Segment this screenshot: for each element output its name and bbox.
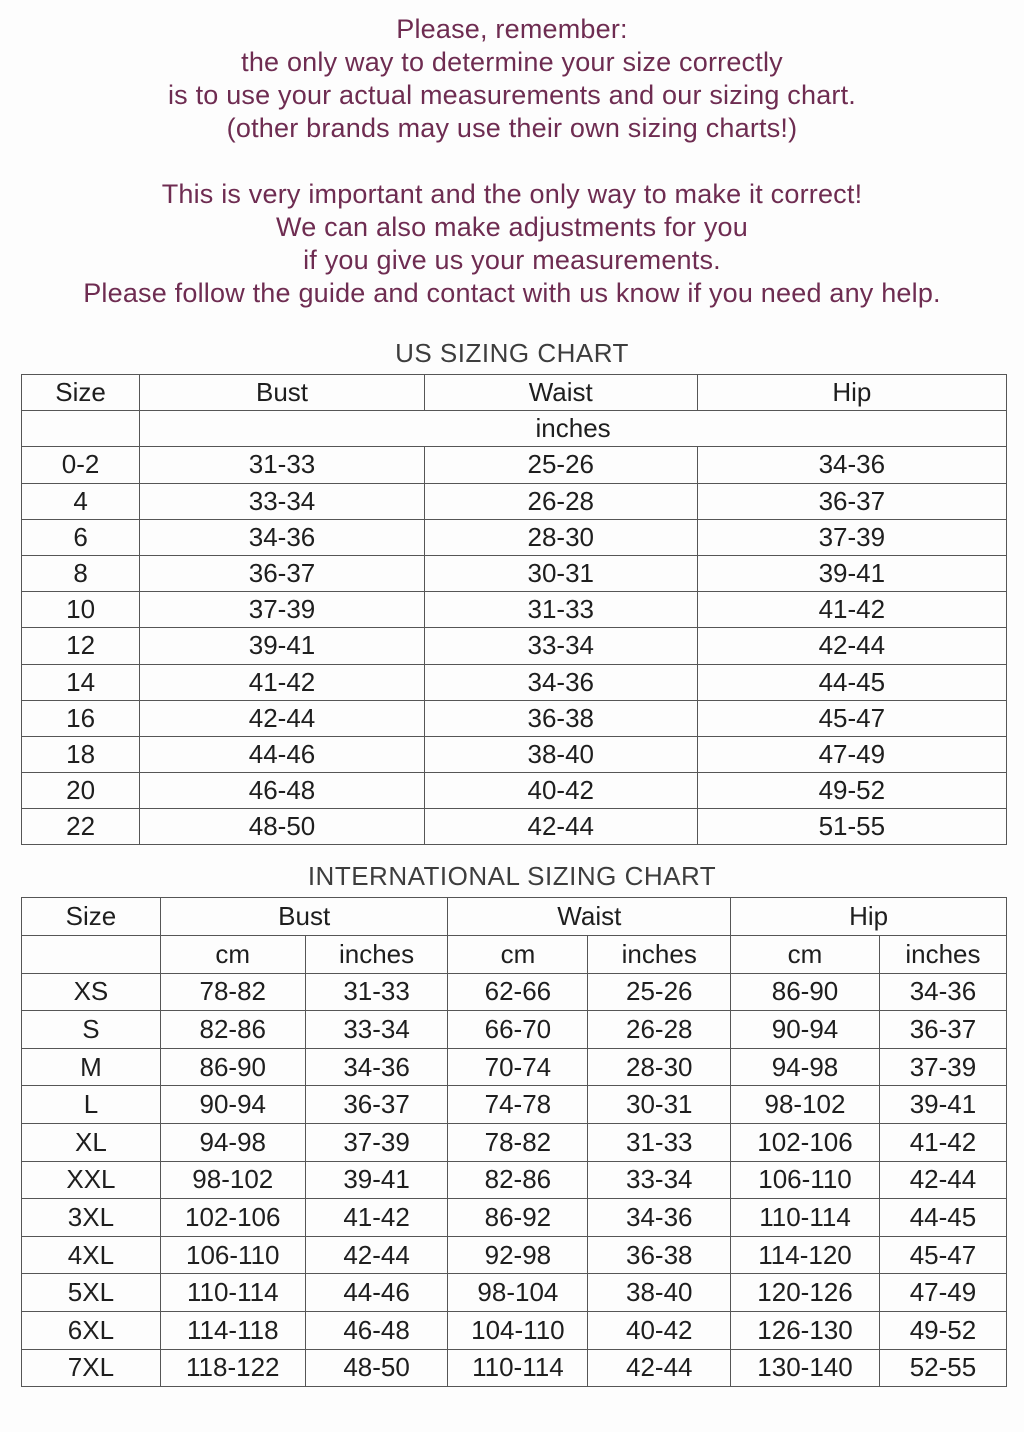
table-row xyxy=(22,1086,1007,1124)
table-row xyxy=(22,700,1007,736)
table-row xyxy=(22,555,1007,591)
measurement-cell: 42-44 xyxy=(879,1161,1006,1199)
table-row xyxy=(22,1048,1007,1086)
size-cell: 22 xyxy=(22,809,140,845)
measurement-cell: 41-42 xyxy=(879,1124,1006,1162)
measurement-cell: 36-38 xyxy=(588,1236,731,1274)
measurement-cell: 98-102 xyxy=(731,1086,880,1124)
size-cell: 0-2 xyxy=(22,447,140,483)
measurement-cell: 39-41 xyxy=(879,1086,1006,1124)
measurement-cell: 36-37 xyxy=(140,555,425,591)
table-row xyxy=(22,519,1007,555)
intro-paragraph-1 xyxy=(0,13,1024,145)
table-row xyxy=(22,664,1007,700)
column-header-size: Size xyxy=(22,375,140,411)
unit-label-cell: cm xyxy=(731,936,880,974)
table-row xyxy=(22,773,1007,809)
measurement-cell: 46-48 xyxy=(305,1311,448,1349)
table-row xyxy=(22,483,1007,519)
measurement-cell: 82-86 xyxy=(448,1161,588,1199)
measurement-cell: 86-90 xyxy=(731,973,880,1011)
measurement-cell: 46-48 xyxy=(140,773,425,809)
measurement-cell: 34-36 xyxy=(305,1048,448,1086)
size-cell: 8 xyxy=(22,555,140,591)
measurement-cell: 36-37 xyxy=(697,483,1006,519)
intro-line: We can also make adjustments for you xyxy=(276,212,748,242)
measurement-cell: 62-66 xyxy=(448,973,588,1011)
measurement-cell: 118-122 xyxy=(160,1349,305,1387)
intl-unit-row xyxy=(22,936,1007,974)
intro-line: This is very important and the only way to make it correct! xyxy=(161,179,863,209)
intro-notice xyxy=(0,13,1024,310)
intl-table-body xyxy=(22,973,1007,1387)
measurement-cell: 74-78 xyxy=(448,1086,588,1124)
measurement-cell: 114-120 xyxy=(731,1236,880,1274)
intro-line: Please, remember: xyxy=(396,14,628,44)
measurement-cell: 86-92 xyxy=(448,1199,588,1237)
unit-label-cell: inches xyxy=(305,936,448,974)
measurement-cell: 30-31 xyxy=(424,555,697,591)
measurement-cell: 44-45 xyxy=(879,1199,1006,1237)
empty-cell xyxy=(22,411,140,447)
size-cell: 3XL xyxy=(22,1199,161,1237)
size-cell: S xyxy=(22,1011,161,1049)
intl-sizing-table xyxy=(21,897,1007,1387)
size-cell: XL xyxy=(22,1124,161,1162)
measurement-cell: 33-34 xyxy=(140,483,425,519)
measurement-cell: 25-26 xyxy=(588,973,731,1011)
measurement-cell: 92-98 xyxy=(448,1236,588,1274)
column-header-bust: Bust xyxy=(160,898,448,936)
table-row xyxy=(22,1236,1007,1274)
unit-label-cell: cm xyxy=(448,936,588,974)
measurement-cell: 48-50 xyxy=(305,1349,448,1387)
column-header-size: Size xyxy=(22,898,161,936)
measurement-cell: 106-110 xyxy=(160,1236,305,1274)
measurement-cell: 45-47 xyxy=(697,700,1006,736)
column-header-hip: Hip xyxy=(697,375,1006,411)
measurement-cell: 36-37 xyxy=(879,1011,1006,1049)
unit-label-cell: cm xyxy=(160,936,305,974)
measurement-cell: 114-118 xyxy=(160,1311,305,1349)
measurement-cell: 39-41 xyxy=(305,1161,448,1199)
empty-cell xyxy=(22,936,161,974)
size-cell: XXL xyxy=(22,1161,161,1199)
us-chart-title: US SIZING CHART xyxy=(395,338,629,368)
size-cell: 5XL xyxy=(22,1274,161,1312)
measurement-cell: 34-36 xyxy=(697,447,1006,483)
measurement-cell: 36-37 xyxy=(305,1086,448,1124)
measurement-cell: 130-140 xyxy=(731,1349,880,1387)
measurement-cell: 26-28 xyxy=(424,483,697,519)
measurement-cell: 42-44 xyxy=(305,1236,448,1274)
column-header-hip: Hip xyxy=(731,898,1007,936)
measurement-cell: 52-55 xyxy=(879,1349,1006,1387)
us-unit-row xyxy=(22,411,1007,447)
measurement-cell: 38-40 xyxy=(424,736,697,772)
table-row xyxy=(22,1161,1007,1199)
measurement-cell: 44-46 xyxy=(140,736,425,772)
measurement-cell: 90-94 xyxy=(731,1011,880,1049)
us-table-body xyxy=(22,447,1007,845)
measurement-cell: 34-36 xyxy=(424,664,697,700)
measurement-cell: 106-110 xyxy=(731,1161,880,1199)
size-cell: M xyxy=(22,1048,161,1086)
measurement-cell: 36-38 xyxy=(424,700,697,736)
intro-line: the only way to determine your size correctly xyxy=(241,47,783,77)
measurement-cell: 34-36 xyxy=(588,1199,731,1237)
size-cell: 4XL xyxy=(22,1236,161,1274)
intl-chart-title: INTERNATIONAL SIZING CHART xyxy=(307,861,717,892)
size-cell: 20 xyxy=(22,773,140,809)
measurement-cell: 94-98 xyxy=(731,1048,880,1086)
table-row xyxy=(22,736,1007,772)
measurement-cell: 38-40 xyxy=(588,1274,731,1312)
measurement-cell: 30-31 xyxy=(588,1086,731,1124)
measurement-cell: 33-34 xyxy=(588,1161,731,1199)
measurement-cell: 42-44 xyxy=(697,628,1006,664)
measurement-cell: 110-114 xyxy=(160,1274,305,1312)
measurement-cell: 102-106 xyxy=(160,1199,305,1237)
measurement-cell: 25-26 xyxy=(424,447,697,483)
intro-line: if you give us your measurements. xyxy=(303,245,721,275)
measurement-cell: 34-36 xyxy=(879,973,1006,1011)
measurement-cell: 28-30 xyxy=(424,519,697,555)
intro-paragraph-2 xyxy=(0,178,1024,310)
measurement-cell: 104-110 xyxy=(448,1311,588,1349)
table-row xyxy=(22,447,1007,483)
size-cell: 6XL xyxy=(22,1311,161,1349)
measurement-cell: 86-90 xyxy=(160,1048,305,1086)
measurement-cell: 31-33 xyxy=(424,592,697,628)
measurement-cell: 37-39 xyxy=(879,1048,1006,1086)
measurement-cell: 39-41 xyxy=(140,628,425,664)
measurement-cell: 45-47 xyxy=(879,1236,1006,1274)
measurement-cell: 31-33 xyxy=(588,1124,731,1162)
measurement-cell: 44-46 xyxy=(305,1274,448,1312)
measurement-cell: 37-39 xyxy=(697,519,1006,555)
size-cell: L xyxy=(22,1086,161,1124)
measurement-cell: 42-44 xyxy=(424,809,697,845)
size-cell: 12 xyxy=(22,628,140,664)
measurement-cell: 120-126 xyxy=(731,1274,880,1312)
measurement-cell: 33-34 xyxy=(305,1011,448,1049)
measurement-cell: 66-70 xyxy=(448,1011,588,1049)
intl-header-row xyxy=(22,898,1007,936)
size-cell: 18 xyxy=(22,736,140,772)
measurement-cell: 34-36 xyxy=(140,519,425,555)
measurement-cell: 51-55 xyxy=(697,809,1006,845)
unit-label-cell: inches xyxy=(140,411,1007,447)
table-row xyxy=(22,1274,1007,1312)
size-cell: 14 xyxy=(22,664,140,700)
measurement-cell: 41-42 xyxy=(697,592,1006,628)
measurement-cell: 44-45 xyxy=(697,664,1006,700)
measurement-cell: 48-50 xyxy=(140,809,425,845)
column-header-bust: Bust xyxy=(140,375,425,411)
measurement-cell: 110-114 xyxy=(731,1199,880,1237)
size-cell: 6 xyxy=(22,519,140,555)
measurement-cell: 31-33 xyxy=(140,447,425,483)
table-row xyxy=(22,1124,1007,1162)
table-row xyxy=(22,809,1007,845)
size-cell: XS xyxy=(22,973,161,1011)
column-header-waist: Waist xyxy=(448,898,731,936)
column-header-waist: Waist xyxy=(424,375,697,411)
unit-label-cell: inches xyxy=(588,936,731,974)
size-cell: 16 xyxy=(22,700,140,736)
measurement-cell: 94-98 xyxy=(160,1124,305,1162)
table-row xyxy=(22,628,1007,664)
measurement-cell: 49-52 xyxy=(697,773,1006,809)
measurement-cell: 47-49 xyxy=(879,1274,1006,1312)
size-cell: 4 xyxy=(22,483,140,519)
measurement-cell: 33-34 xyxy=(424,628,697,664)
measurement-cell: 90-94 xyxy=(160,1086,305,1124)
measurement-cell: 41-42 xyxy=(140,664,425,700)
intro-line: Please follow the guide and contact with us know if you need any help. xyxy=(83,278,941,308)
measurement-cell: 41-42 xyxy=(305,1199,448,1237)
measurement-cell: 102-106 xyxy=(731,1124,880,1162)
measurement-cell: 37-39 xyxy=(140,592,425,628)
table-row xyxy=(22,1311,1007,1349)
table-row xyxy=(22,1349,1007,1387)
intro-line: (other brands may use their own sizing charts!) xyxy=(226,113,798,143)
us-sizing-table xyxy=(21,374,1007,845)
measurement-cell: 78-82 xyxy=(448,1124,588,1162)
table-row xyxy=(22,973,1007,1011)
measurement-cell: 98-104 xyxy=(448,1274,588,1312)
measurement-cell: 126-130 xyxy=(731,1311,880,1349)
table-row xyxy=(22,1199,1007,1237)
measurement-cell: 98-102 xyxy=(160,1161,305,1199)
measurement-cell: 28-30 xyxy=(588,1048,731,1086)
measurement-cell: 40-42 xyxy=(588,1311,731,1349)
measurement-cell: 82-86 xyxy=(160,1011,305,1049)
measurement-cell: 31-33 xyxy=(305,973,448,1011)
measurement-cell: 40-42 xyxy=(424,773,697,809)
measurement-cell: 37-39 xyxy=(305,1124,448,1162)
measurement-cell: 110-114 xyxy=(448,1349,588,1387)
intro-line: is to use your actual measurements and our sizing chart. xyxy=(167,80,857,110)
measurement-cell: 42-44 xyxy=(140,700,425,736)
measurement-cell: 47-49 xyxy=(697,736,1006,772)
size-cell: 7XL xyxy=(22,1349,161,1387)
measurement-cell: 26-28 xyxy=(588,1011,731,1049)
measurement-cell: 78-82 xyxy=(160,973,305,1011)
measurement-cell: 42-44 xyxy=(588,1349,731,1387)
measurement-cell: 39-41 xyxy=(697,555,1006,591)
unit-label-cell: inches xyxy=(879,936,1006,974)
table-row xyxy=(22,1011,1007,1049)
us-header-row xyxy=(22,375,1007,411)
table-row xyxy=(22,592,1007,628)
measurement-cell: 49-52 xyxy=(879,1311,1006,1349)
measurement-cell: 70-74 xyxy=(448,1048,588,1086)
size-cell: 10 xyxy=(22,592,140,628)
